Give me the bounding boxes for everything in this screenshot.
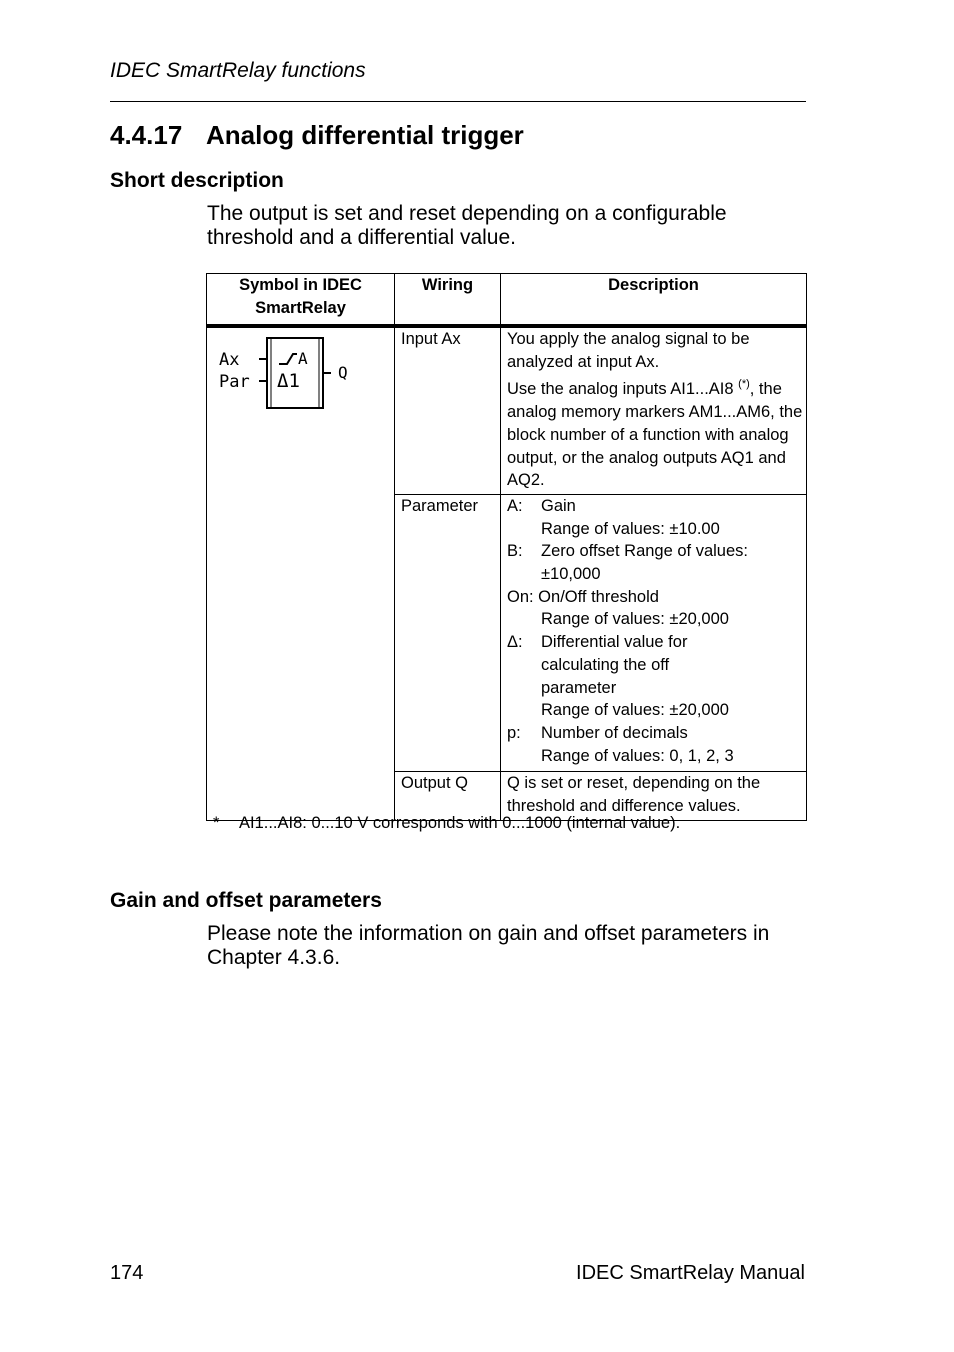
input-desc-line2 (507, 373, 806, 492)
param-a-label: Gain (541, 496, 576, 515)
param-on-label: On: On/Off threshold (507, 587, 659, 606)
header-rule (110, 101, 806, 102)
param-delta (507, 631, 806, 699)
input-desc-pre: Use the analog inputs AI1...AI8 (507, 380, 739, 399)
param-on-range: Range of values: ±20,000 (541, 610, 729, 629)
param-delta-label: Differential value for calculating the off parameter (541, 633, 688, 697)
manual-title: IDEC SmartRelay Manual (576, 1262, 805, 1284)
param-a (507, 495, 806, 518)
param-b-key: B: (507, 542, 523, 561)
table-footnote (213, 814, 680, 833)
wiring-output: Output Q (395, 772, 501, 820)
input-desc-line1: You apply the analog signal to be analyzed at input Ax. (507, 330, 750, 371)
header-symbol-line1: Symbol in IDEC (239, 276, 362, 294)
header-symbol-line2: SmartRelay (255, 299, 346, 317)
symbol-cell (207, 326, 395, 820)
wiring-input: Input Ax (395, 326, 501, 494)
param-b (507, 540, 806, 585)
table-header-row (207, 274, 807, 327)
header-wiring: Wiring (395, 274, 501, 327)
symbol-output-q: Q (338, 363, 348, 382)
footnote-mark: * (213, 814, 220, 832)
param-delta-key: Δ: (507, 633, 523, 652)
param-b-label: Zero offset Range of values: ±10,000 (541, 542, 748, 584)
analog-differential-trigger-symbol (217, 334, 357, 414)
gain-offset-heading: Gain and offset parameters (110, 889, 382, 912)
input-desc-post: , the analog memory markers AM1...AM6, the block number of a function with analog output, or the analog outputs AQ1 and AQ2. (507, 380, 803, 490)
short-description-heading: Short description (110, 169, 284, 192)
table-row-input (207, 326, 807, 494)
param-p-key: p: (507, 723, 521, 742)
header-symbol (207, 274, 395, 327)
param-a-key: A: (507, 496, 523, 515)
section-number: 4.4.17 (110, 120, 183, 150)
symbol-block-top: A (298, 349, 308, 368)
description-input (501, 326, 807, 494)
symbol-input-par: Par (219, 372, 250, 392)
param-p-range: Range of values: 0, 1, 2, 3 (541, 746, 734, 765)
description-parameter (501, 494, 807, 771)
description-output: Q is set or reset, depending on the threshold and difference values. (501, 772, 807, 820)
section-title: Analog differential trigger (206, 120, 524, 150)
param-p (507, 722, 806, 745)
param-p-label: Number of decimals (541, 723, 688, 742)
function-spec-table (206, 273, 807, 821)
section-heading (110, 120, 524, 151)
page-number: 174 (110, 1262, 144, 1284)
footnote-reference: (*) (738, 378, 750, 391)
wiring-parameter: Parameter (395, 494, 501, 771)
param-delta-range: Range of values: ±20,000 (541, 701, 729, 720)
header-description: Description (501, 274, 807, 327)
param-a-range: Range of values: ±10.00 (541, 519, 720, 538)
gain-offset-text: Please note the information on gain and offset parameters in Chapter 4.3.6. (207, 922, 770, 969)
symbol-input-ax: Ax (219, 350, 240, 370)
footnote-text: AI1...AI8: 0...10 V corresponds with 0...1000 (internal value). (239, 814, 681, 832)
running-header: IDEC SmartRelay functions (110, 59, 366, 82)
symbol-block-bottom: Δ1 (277, 370, 300, 392)
short-description-text: The output is set and reset depending on a configurable threshold and a differential value. (207, 202, 727, 249)
